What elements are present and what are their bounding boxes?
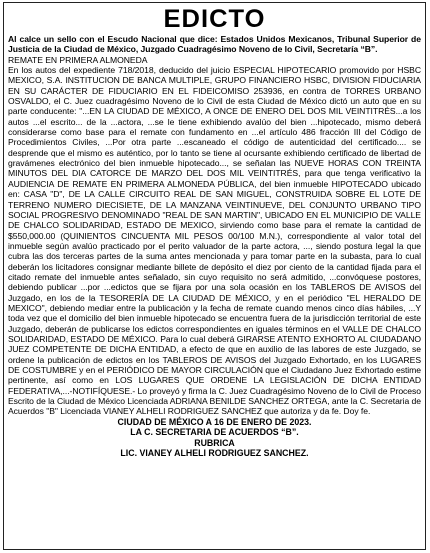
notice-title: EDICTO xyxy=(163,5,266,33)
notice-heading: REMATE EN PRIMERA ALMONEDA xyxy=(8,54,148,65)
seal-description: Al calce un sello con el Escudo Nacional que dice: Estados Unidos Mexicanos, Tribunal Superior de Justicia de la Ciudad de México, Juzgado Cuadragésimo Noveno de lo Civil, Secretaría “B”. xyxy=(8,34,421,55)
signature-name: LIC. VIANEY ALHELI RODRIGUEZ SANCHEZ. xyxy=(120,447,309,458)
signature-role: LA C. SECRETARIA DE ACUERDOS “B”. xyxy=(130,427,299,438)
edict-notice xyxy=(3,2,426,550)
signature-rubrica: RUBRICA xyxy=(194,437,235,448)
notice-body: En los autos del expediente 718/2018, deducido del juicio ESPECIAL HIPOTECARIO promovido por HSBC MEXICO, S.A. INSTITUCION DE BANCA MULTIPLE, GRUPO FINANCIERO HSBC, DIVISION FIDUCIARIA EN SU CARÁCTER DE FIDUCIARIO EN EL FIDEICOMISO 253936, en contra de TORRES URBANO OSVALDO, el C. Juez cuadragésimo Noveno de lo Civil de esta Ciudad de México dictó un auto que en su parte conducente: "...EN LA CIUDAD DE MÉXICO, A ONCE DE ENERO DEL DOS MIL VEINTITRÉS...a los autos ...el escrito... de la ...actora, ...se le tiene exhibiendo avalúo del bien ...hipotecado, mismo deberá considerarse como base para el remate con fundamento en ...el artículo 486 fracción III del Código de Procedimientos Civiles, ...Por otra parte ...escaneado el código de autenticidad del certificado.... se desprende que el mismo es auténtico, por lo tanto se tiene al ocursante exhibiendo certificado de libertad de gravámenes electrónico del bien inmueble hipotecado..., se señalan las NUEVE HORAS CON TREINTA MINUTOS DEL DIA CATORCE DE MARZO DEL DOS MIL VEINTITRÉS, para que tenga verificativo la AUDIENCIA DE REMATE EN PRIMERA ALMONEDA PÚBLICA, del bien inmueble HIPOTECADO ubicado en: CASA "D", DE LA CALLE CIRCUITO REAL DE SAN MIGUEL, CONSTRUIDA SOBRE EL LOTE DE TERRENO NUMERO DIECISIETE, DE LA MANZANA VEINTINUEVE, DEL CONJUNTO URBANO TIPO SOCIAL PROGRESIVO DENOMINADO "REAL DE SAN MARTIN", UBICADO EN EL MUNICIPIO DE VALLE DE CHALCO SOLIDARIDAD, ESTADO DE MEXICO, sirviendo como base para el remate la cantidad de $550,000.00 (QUINIENTOS CINCUENTA MIL PESOS 00/100 M.N.), correspondiente al valor total del inmueble según avalúo practicado por el perito valuador de la parte actora, ..., siendo postura legal la que cubra las dos terceras partes de la suma antes mencionada y para tomar parte en la subasta, para lo cual deberán los licitadores consignar mediante billete de depósito el diez por ciento de la cantidad fijada para el citado remate del inmueble antes señalado, sin cuyo requisito no será admitido, ...convóquese postores, debiendo publicar ...por ...edictos que se fijara por una sola ocasión en los TABLEROS DE AVISOS del Juzgado, en los de la TESORERÍA DE LA CIUDAD DE MÉXICO, y en el periódico "EL HERALDO DE MEXICO", debiendo mediar entre la publicación y la fecha de remate cuando menos cinco días hábiles, ...Y toda vez que el domicilio del bien inmueble hipotecado se encuentra fuera de la jurisdicción territorial de este Juzgado, deberán de publicarse los edictos correspondientes en iguales términos en el VALLE DE CHALCO SOLIDARIDAD, ESTADO DE MÉXICO. Para lo cual deberá GIRARSE ATENTO EXHORTO AL CIUDADANO JUEZ COMPETENTE DE DICHA ENTIDAD, a efecto de que en auxilio de las labores de este Juzgado, se ordene la publicación de edictos en los TABLEROS DE AVISOS del Juzgado Exhortado, en los LUGARES DE COSTUMBRE y en el PERIÓDICO DE MAYOR CIRCULACIÓN que el Ciudadano Juez Exhortado estime pertinente, así como en LOS LUGARES QUE ORDENE LA LEGISLACIÓN DE DICHA ENTIDAD FEDERATIVA,...-NOTIFÍQUESE.- Lo proveyó y firma la C. Juez Cuadragésimo Noveno de lo Civil de Proceso Escrito de la Ciudad de México Licenciada ADRIANA BENILDE SANCHEZ ORTEGA, ante la C. Secretaria de Acuerdos "B" Licenciada VIANEY ALHELI RODRIGUEZ SANCHEZ que autoriza y da fe. Doy fe. xyxy=(8,65,422,417)
signature-place-date: CIUDAD DE MÉXICO A 16 DE ENERO DE 2023. xyxy=(117,416,312,427)
